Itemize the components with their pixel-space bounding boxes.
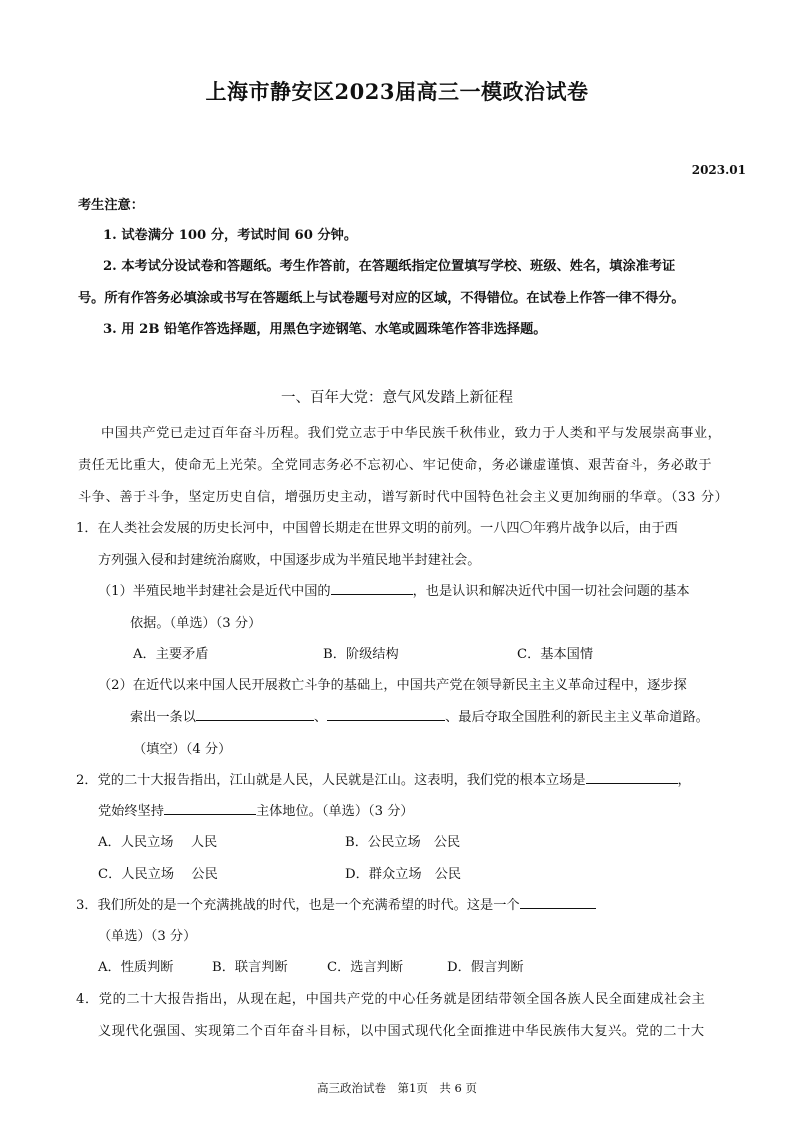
- q1-line1: 1．在人类社会发展的历史长河中，中国曾长期走在世界文明的前列。一八四〇年鸦片战争以后，由于西: [76, 521, 678, 536]
- section-intro-line1: 中国共产党已走过百年奋斗历程。我们党立志于中华民族千秋伟业，致力于人类和平与发展崇高事业，: [101, 426, 722, 441]
- q1-sub2-text-c: 、最后夺取全国胜利的新民主主义革命道路。: [445, 710, 709, 725]
- q1-sub1-option-b: B．阶级结构: [323, 647, 399, 662]
- q2-text-c: 党始终坚持: [98, 804, 164, 819]
- q2-line2: [98, 800, 414, 819]
- answer-blank[interactable]: [586, 769, 678, 784]
- q1-sub2-line2: [130, 706, 709, 725]
- notice-heading: 考生注意：: [78, 198, 144, 213]
- q1-sub1-option-a: A．主要矛盾: [133, 647, 209, 662]
- answer-blank[interactable]: [196, 706, 314, 721]
- answer-blank[interactable]: [164, 800, 256, 815]
- section-intro-line2: 责任无比重大，使命无上光荣。全党同志务必不忘初心、牢记使命，务必谦虚谨慎、艰苦奋斗，务必敢于: [78, 458, 713, 473]
- q1-sub1: [98, 580, 690, 599]
- q2-text-a: 2．党的二十大报告指出，江山就是人民，人民就是江山。这表明，我们党的根本立场是: [76, 773, 586, 788]
- q2-text-d: 主体地位。（单选）（3 分）: [255, 804, 414, 819]
- q2-option-a: A．人民立场 人民: [98, 835, 218, 850]
- q1-sub1-text-a: （1）半殖民地半封建社会是近代中国的: [98, 584, 331, 599]
- section-title: 一、百年大党：意气风发踏上新征程: [281, 390, 513, 406]
- q1-line2: 方列强入侵和封建统治腐败，中国逐步成为半殖民地半封建社会。: [98, 553, 481, 568]
- q3-option-a: A．性质判断: [98, 960, 174, 975]
- notice-item-2-line1: 2. 本考试分设试卷和答题纸。考生作答前，在答题纸指定位置填写学校、班级、姓名，填涂准考证: [103, 259, 676, 274]
- q3-option-c: C．选言判断: [327, 960, 404, 975]
- q4-line2: 义现代化强国、实现第二个百年奋斗目标，以中国式现代化全面推进中华民族伟大复兴。党的二十大: [98, 1024, 705, 1039]
- q2-option-d: D．群众立场 公民: [345, 867, 462, 882]
- q1-sub1-option-c: C．基本国情: [517, 647, 594, 662]
- q1-sub1-line2: 依据。（单选）（3 分）: [130, 616, 262, 631]
- notice-item-1: 1. 试卷满分 100 分，考试时间 60 分钟。: [103, 228, 358, 243]
- notice-item-2-line2: 号。所有作答务必填涂或书写在答题纸上与试卷题号对应的区域，不得错位。在试卷上作答一律不得分。: [78, 291, 685, 306]
- q1-sub2-line3: （填空）（4 分）: [133, 742, 232, 757]
- q4-line1: 4．党的二十大报告指出，从现在起，中国共产党的中心任务就是团结带领全国各族人民全面建成社会主: [76, 992, 706, 1007]
- notice-item-3: 3. 用 2B 铅笔作答选择题，用黑色字迹钢笔、水笔或圆珠笔作答非选择题。: [103, 322, 547, 337]
- answer-blank[interactable]: [331, 580, 413, 595]
- answer-blank[interactable]: [520, 894, 596, 909]
- page-footer: 高三政治试卷 第1页 共 6 页: [317, 1081, 477, 1095]
- q2-option-c: C．人民立场 公民: [98, 867, 218, 882]
- answer-blank[interactable]: [327, 706, 445, 721]
- q3-line2: （单选）（3 分）: [98, 929, 197, 944]
- q2-option-b: B．公民立场 公民: [345, 835, 461, 850]
- q2-text-b: ，: [677, 773, 691, 788]
- q2-line1: [76, 769, 691, 788]
- q1-sub1-text-b: ，也是认识和解决近代中国一切社会问题的基本: [412, 584, 690, 599]
- exam-title: 上海市静安区2023届高三一模政治试卷: [205, 79, 589, 104]
- q3-text: 3．我们所处的是一个充满挑战的时代，也是一个充满希望的时代。这是一个: [76, 898, 520, 913]
- q3-line1: [76, 894, 596, 913]
- q3-option-b: B．联言判断: [212, 960, 288, 975]
- q1-sub2-text-b: 索出一条以: [130, 710, 196, 725]
- q1-sub2-sep: 、: [313, 710, 328, 725]
- q1-sub2-line1: （2）在近代以来中国人民开展救亡斗争的基础上，中国共产党在领导新民主主义革命过程中，逐步探: [98, 678, 687, 693]
- section-intro-line3: 斗争、善于斗争，坚定历史自信，增强历史主动，谱写新时代中国特色社会主义更加绚丽的华章。（33 分）: [78, 490, 729, 505]
- q3-option-d: D．假言判断: [447, 960, 524, 975]
- exam-date: 2023.01: [691, 163, 746, 177]
